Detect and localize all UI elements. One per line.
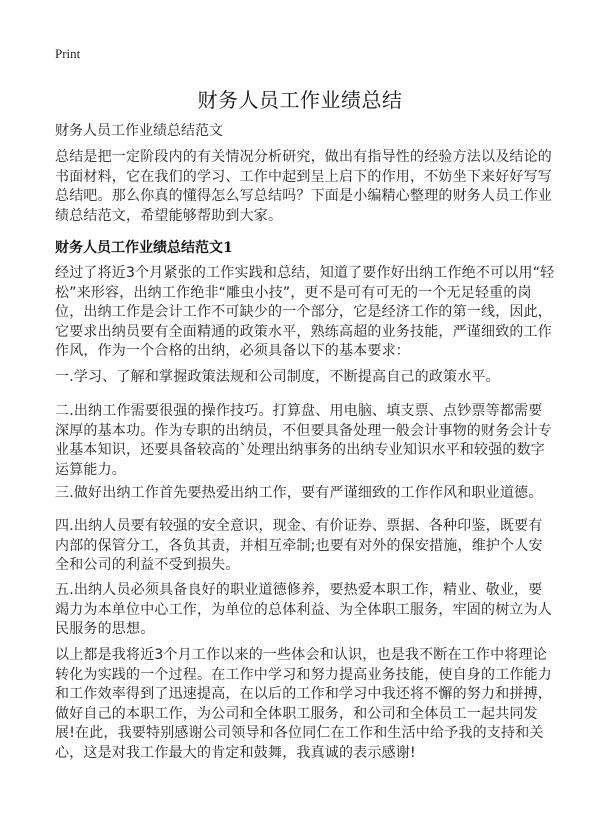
body-paragraph-4: 三.做好出纳工作首先要热爱出纳工作，要有严谨细致的工作作风和职业道德。	[55, 485, 543, 501]
document-subtitle: 财务人员工作业绩总结范文	[55, 123, 223, 139]
body-paragraph-6: 五.出纳人员必须具备良好的职业道德修养，要热爱本职工作，精业、敬业，要竭力为本单位中心工作，为单位的总体利益、为全体职工服务，牢固的树立为人民服务的思想。	[55, 582, 552, 637]
print-label: Print	[55, 46, 81, 61]
body-paragraph-5: 四.出纳人员要有较强的安全意识，现金、有价证券、票据、各种印鉴，既要有内部的保管分工，各负其责，并相互牵制;也要有对外的保安措施，维护个人安全和公司的利益不受到损失。	[55, 518, 543, 573]
body-paragraph-3: 二.出纳工作需要很强的操作技巧。打算盘、用电脑、填支票、点钞票等都需要深厚的基本功。作为专职的出纳员，不但要具备处理一般会计事物的财务会计专业基本知识，还要具备较高的`处理出纳事务的出纳专业知识水平和较强的数字运算能力。	[55, 403, 552, 478]
body-paragraph-1: 经过了将近3个月紧张的工作实践和总结，知道了要作好出纳工作绝不可以用“轻松”来形容，出纳工作绝非“雕虫小技”，更不是可有可无的一个无足轻重的岗位，出纳工作是会计工作不可缺少的一个部分，它是经济工作的第一线，因此，它要求出纳员要有全面精通的政策水平，熟练高超的业务技能，严谨细致的工作作风，作为一个合格的出纳，必须具备以下的基本要求：	[55, 265, 555, 359]
intro-paragraph: 总结是把一定阶段内的有关情况分析研究，做出有指导性的经验方法以及结论的书面材料，它在我们的学习、工作中起到呈上启下的作用，不妨坐下来好好写写总结吧。那么你真的懂得怎么写总结吗？下面是小编精心整理的财务人员工作业绩总结范文，希望能够帮助到大家。	[55, 149, 552, 224]
document-title: 财务人员工作业绩总结	[197, 88, 403, 112]
section-heading: 财务人员工作业绩总结范文1	[55, 240, 233, 256]
body-paragraph-7: 以上都是我将近3个月工作以来的一些体会和认识，也是我不断在工作中将理论转化为实践的一个过程。在工作中学习和努力提高业务技能，使自身的工作能力和工作效率得到了迅速提高，在以后的工作和学习中我还将不懈的努力和拼搏，做好自己的本职工作，为公司和全体职工服务，和公司和全体员工一起共同发展!在此，我要特别感谢公司领导和各位同仁在工作和生活中给予我的支持和关心，这是对我工作最大的肯定和鼓舞，我真诚的表示感谢!	[55, 647, 552, 761]
body-paragraph-2: 一.学习、了解和掌握政策法规和公司制度，不断提高自己的政策水平。	[55, 369, 500, 385]
